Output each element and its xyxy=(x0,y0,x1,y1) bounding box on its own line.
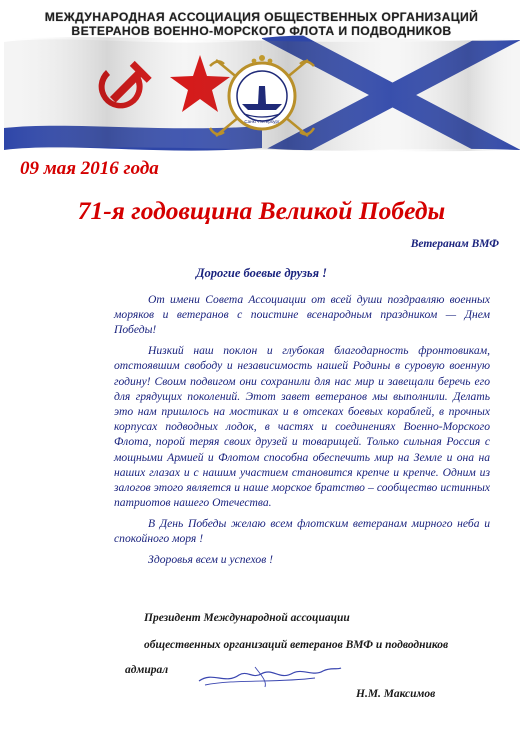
greeting: Дорогие боевые друзья ! xyxy=(195,266,328,280)
signatory-name: Н.М. Максимов xyxy=(356,688,436,700)
letter-body xyxy=(114,292,490,572)
addressee: Ветеранам ВМФ xyxy=(410,238,499,250)
signatory-title-line-1: Президент Международной ассоциации xyxy=(144,612,350,624)
emblem-text: Санкт-Петербург xyxy=(244,119,280,124)
paragraph: Низкий наш поклон и глубокая благодарность фронтовикам, отстоявшим свободу и независимость нашей Родины в суровую военную годину! Своим подвигом они сохранили для нас мир и завещали беречь его для грядущих поколений. Этот завет ветеранов мы выполнили. Делать это нам пришлось на мостиках и в отсеках боевых кораблей, в прочных корпусах подводных лодок, в частях и соединениях Военно-Морского Флота, порой теряя своих друзей и товарищей. Только сильная Россия с мощными Армией и Флотом способна обеспечить мир на Земле и она на наших глазах и с нашим участием становится крепче и крепче. Одним из залогов этого является и наше морское братство – сообщество истинных патриотов нашего Отечества. xyxy=(114,344,490,510)
header-banner xyxy=(0,0,523,152)
org-name-line-1: МЕЖДУНАРОДНАЯ АССОЦИАЦИЯ ОБЩЕСТВЕННЫХ ОРГАНИЗАЦИЙ xyxy=(44,10,479,24)
letter-title: 71-я годовщина Великой Победы xyxy=(77,196,446,225)
org-name-line-2: ВЕТЕРАНОВ ВОЕННО-МОРСКОГО ФЛОТА И ПОДВОДНИКОВ xyxy=(71,24,452,38)
paragraph: От имени Совета Ассоциации от всей души поздравляю военных моряков и ветеранов с поистине всенародным праздником — Днем Победы! xyxy=(114,293,490,337)
letter-date: 09 мая 2016 года xyxy=(20,158,159,179)
signatory-rank: адмирал xyxy=(125,664,169,676)
paragraph: В День Победы желаю всем флотским ветеранам мирного неба и спокойного моря ! xyxy=(114,516,490,546)
handwritten-signature xyxy=(195,661,345,691)
wishes-line: Здоровья всем и успехов ! xyxy=(148,552,273,566)
signatory-title-line-2: общественных организаций ветеранов ВМФ и подводников xyxy=(144,639,449,651)
